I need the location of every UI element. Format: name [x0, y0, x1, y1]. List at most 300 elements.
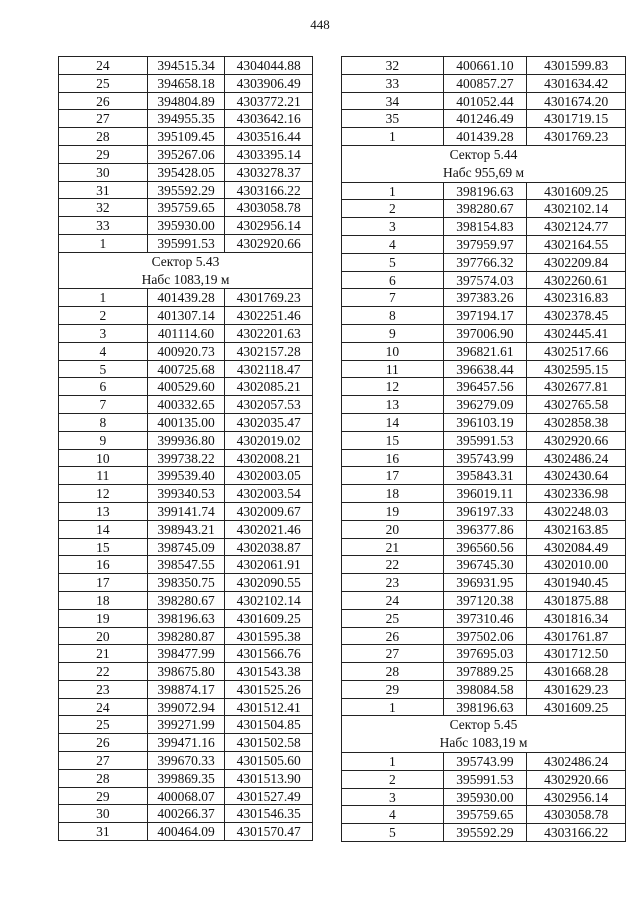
table-row [59, 146, 313, 164]
x-coordinate-cell: 396457.56 [444, 378, 528, 396]
point-number-cell: 17 [342, 467, 444, 485]
table-row [342, 521, 626, 539]
point-number-cell: 28 [342, 663, 444, 681]
y-coordinate-cell: 4301505.60 [225, 752, 313, 770]
x-coordinate-cell: 400266.37 [148, 805, 226, 823]
table-row [59, 57, 313, 75]
y-coordinate-cell: 4302090.55 [225, 574, 313, 592]
point-number-cell: 12 [342, 378, 444, 396]
table-row [59, 432, 313, 450]
point-number-cell: 6 [342, 272, 444, 290]
x-coordinate-cell: 395759.65 [444, 806, 528, 824]
table-row [59, 699, 313, 717]
point-number-cell: 33 [59, 217, 148, 235]
point-number-cell: 29 [59, 788, 148, 806]
x-coordinate-cell: 394515.34 [148, 57, 226, 75]
point-number-cell: 30 [59, 805, 148, 823]
point-number-cell: 5 [342, 824, 444, 842]
right-rows-c [342, 753, 626, 842]
point-number-cell: 3 [342, 789, 444, 807]
point-number-cell: 7 [59, 396, 148, 414]
point-number-cell: 9 [342, 325, 444, 343]
x-coordinate-cell: 398196.63 [444, 699, 528, 717]
x-coordinate-cell: 398154.83 [444, 218, 528, 236]
x-coordinate-cell: 395991.53 [148, 235, 226, 253]
sector-subtitle: Набс 1083,19 м [141, 271, 230, 287]
point-number-cell: 11 [342, 361, 444, 379]
x-coordinate-cell: 394658.18 [148, 75, 226, 93]
y-coordinate-cell: 4302019.02 [225, 432, 313, 450]
point-number-cell: 24 [59, 57, 148, 75]
sector-heading-5-43 [59, 253, 313, 290]
point-number-cell: 26 [342, 628, 444, 646]
point-number-cell: 27 [59, 752, 148, 770]
table-row [342, 699, 626, 717]
point-number-cell: 4 [342, 236, 444, 254]
point-number-cell: 27 [342, 645, 444, 663]
y-coordinate-cell: 4303166.22 [225, 182, 313, 200]
y-coordinate-cell: 4302486.24 [527, 450, 626, 468]
page-number: 448 [310, 17, 330, 32]
table-row [59, 93, 313, 111]
x-coordinate-cell: 397695.03 [444, 645, 528, 663]
table-row [342, 272, 626, 290]
point-number-cell: 29 [342, 681, 444, 699]
y-coordinate-cell: 4303395.14 [225, 146, 313, 164]
x-coordinate-cell: 397889.25 [444, 663, 528, 681]
table-row [342, 467, 626, 485]
point-number-cell: 22 [342, 556, 444, 574]
y-coordinate-cell: 4301502.58 [225, 734, 313, 752]
table-row [59, 770, 313, 788]
x-coordinate-cell: 395991.53 [444, 771, 528, 789]
point-number-cell: 12 [59, 485, 148, 503]
table-row [342, 414, 626, 432]
y-coordinate-cell: 4302336.98 [527, 485, 626, 503]
table-row [342, 556, 626, 574]
table-row [59, 805, 313, 823]
table-row [342, 539, 626, 557]
y-coordinate-cell: 4301875.88 [527, 592, 626, 610]
x-coordinate-cell: 397766.32 [444, 254, 528, 272]
x-coordinate-cell: 397310.46 [444, 610, 528, 628]
table-row [59, 361, 313, 379]
x-coordinate-cell: 401246.49 [444, 110, 528, 128]
point-number-cell: 28 [59, 128, 148, 146]
x-coordinate-cell: 398943.21 [148, 521, 226, 539]
table-row [342, 289, 626, 307]
sector-title: Сектор 5.43 [151, 253, 220, 269]
y-coordinate-cell: 4301609.25 [527, 183, 626, 201]
x-coordinate-cell: 395759.65 [148, 199, 226, 217]
x-coordinate-cell: 400135.00 [148, 414, 226, 432]
table-row [342, 681, 626, 699]
table-row [342, 485, 626, 503]
x-coordinate-cell: 399738.22 [148, 450, 226, 468]
point-number-cell: 25 [59, 716, 148, 734]
table-row [59, 681, 313, 699]
table-row [59, 343, 313, 361]
point-number-cell: 32 [59, 199, 148, 217]
table-row [342, 396, 626, 414]
table-row [342, 200, 626, 218]
x-coordinate-cell: 397574.03 [444, 272, 528, 290]
y-coordinate-cell: 4302003.05 [225, 467, 313, 485]
table-row [59, 414, 313, 432]
y-coordinate-cell: 4303516.44 [225, 128, 313, 146]
x-coordinate-cell: 401307.14 [148, 307, 226, 325]
table-row [342, 610, 626, 628]
y-coordinate-cell: 4301525.26 [225, 681, 313, 699]
x-coordinate-cell: 394804.89 [148, 93, 226, 111]
y-coordinate-cell: 4302920.66 [225, 235, 313, 253]
point-number-cell: 25 [342, 610, 444, 628]
point-number-cell: 8 [59, 414, 148, 432]
x-coordinate-cell: 397383.26 [444, 289, 528, 307]
table-row [59, 75, 313, 93]
table-row [342, 789, 626, 807]
y-coordinate-cell: 4303278.37 [225, 164, 313, 182]
y-coordinate-cell: 4302084.49 [527, 539, 626, 557]
x-coordinate-cell: 397502.06 [444, 628, 528, 646]
table-row [342, 574, 626, 592]
y-coordinate-cell: 4302157.28 [225, 343, 313, 361]
x-coordinate-cell: 398280.67 [148, 592, 226, 610]
x-coordinate-cell: 399936.80 [148, 432, 226, 450]
y-coordinate-cell: 4301629.23 [527, 681, 626, 699]
table-row [59, 307, 313, 325]
table-row [59, 325, 313, 343]
x-coordinate-cell: 398084.58 [444, 681, 528, 699]
y-coordinate-cell: 4302118.47 [225, 361, 313, 379]
point-number-cell: 20 [342, 521, 444, 539]
x-coordinate-cell: 398477.99 [148, 645, 226, 663]
y-coordinate-cell: 4302102.14 [527, 200, 626, 218]
point-number-cell: 21 [342, 539, 444, 557]
point-number-cell: 1 [342, 699, 444, 717]
point-number-cell: 26 [59, 93, 148, 111]
point-number-cell: 24 [59, 699, 148, 717]
table-row [59, 235, 313, 253]
y-coordinate-cell: 4302021.46 [225, 521, 313, 539]
y-coordinate-cell: 4303642.16 [225, 110, 313, 128]
x-coordinate-cell: 400529.60 [148, 378, 226, 396]
point-number-cell: 21 [59, 645, 148, 663]
y-coordinate-cell: 4302057.53 [225, 396, 313, 414]
y-coordinate-cell: 4301816.34 [527, 610, 626, 628]
x-coordinate-cell: 400661.10 [444, 57, 528, 75]
point-number-cell: 11 [59, 467, 148, 485]
table-row [59, 110, 313, 128]
x-coordinate-cell: 395843.31 [444, 467, 528, 485]
point-number-cell: 4 [342, 806, 444, 824]
point-number-cell: 17 [59, 574, 148, 592]
point-number-cell: 23 [59, 681, 148, 699]
x-coordinate-cell: 399670.33 [148, 752, 226, 770]
x-coordinate-cell: 398280.67 [444, 200, 528, 218]
point-number-cell: 3 [59, 325, 148, 343]
x-coordinate-cell: 396821.61 [444, 343, 528, 361]
point-number-cell: 19 [59, 610, 148, 628]
point-number-cell: 26 [59, 734, 148, 752]
x-coordinate-cell: 395743.99 [444, 753, 528, 771]
y-coordinate-cell: 4303772.21 [225, 93, 313, 111]
point-number-cell: 30 [59, 164, 148, 182]
right-rows-a [342, 57, 626, 146]
x-coordinate-cell: 395428.05 [148, 164, 226, 182]
y-coordinate-cell: 4302035.47 [225, 414, 313, 432]
y-coordinate-cell: 4303906.49 [225, 75, 313, 93]
point-number-cell: 2 [342, 771, 444, 789]
x-coordinate-cell: 396377.86 [444, 521, 528, 539]
y-coordinate-cell: 4303166.22 [527, 824, 626, 842]
y-coordinate-cell: 4302209.84 [527, 254, 626, 272]
sector-title: Сектор 5.44 [449, 146, 518, 162]
y-coordinate-cell: 4302956.14 [527, 789, 626, 807]
table-row [342, 75, 626, 93]
y-coordinate-cell: 4301769.23 [225, 289, 313, 307]
x-coordinate-cell: 396279.09 [444, 396, 528, 414]
x-coordinate-cell: 395592.29 [148, 182, 226, 200]
y-coordinate-cell: 4302765.58 [527, 396, 626, 414]
x-coordinate-cell: 399869.35 [148, 770, 226, 788]
point-number-cell: 3 [342, 218, 444, 236]
point-number-cell: 27 [59, 110, 148, 128]
y-coordinate-cell: 4301609.25 [527, 699, 626, 717]
x-coordinate-cell: 398280.87 [148, 628, 226, 646]
x-coordinate-cell: 396560.56 [444, 539, 528, 557]
table-row [342, 254, 626, 272]
x-coordinate-cell: 399471.16 [148, 734, 226, 752]
point-number-cell: 20 [59, 628, 148, 646]
point-number-cell: 14 [59, 521, 148, 539]
y-coordinate-cell: 4301599.83 [527, 57, 626, 75]
point-number-cell: 33 [342, 75, 444, 93]
x-coordinate-cell: 400332.65 [148, 396, 226, 414]
x-coordinate-cell: 398196.63 [444, 183, 528, 201]
y-coordinate-cell: 4302920.66 [527, 771, 626, 789]
table-row [59, 734, 313, 752]
point-number-cell: 32 [342, 57, 444, 75]
x-coordinate-cell: 395267.06 [148, 146, 226, 164]
table-row [59, 128, 313, 146]
x-coordinate-cell: 397006.90 [444, 325, 528, 343]
y-coordinate-cell: 4301543.38 [225, 663, 313, 681]
y-coordinate-cell: 4301609.25 [225, 610, 313, 628]
y-coordinate-cell: 4302858.38 [527, 414, 626, 432]
x-coordinate-cell: 401439.28 [444, 128, 528, 146]
x-coordinate-cell: 400464.09 [148, 823, 226, 841]
y-coordinate-cell: 4302251.46 [225, 307, 313, 325]
y-coordinate-cell: 4301674.20 [527, 93, 626, 111]
point-number-cell: 2 [342, 200, 444, 218]
y-coordinate-cell: 4301570.47 [225, 823, 313, 841]
y-coordinate-cell: 4302102.14 [225, 592, 313, 610]
left-rows-a [59, 57, 313, 253]
x-coordinate-cell: 400725.68 [148, 361, 226, 379]
point-number-cell: 16 [59, 556, 148, 574]
point-number-cell: 14 [342, 414, 444, 432]
table-row [59, 823, 313, 841]
table-row [342, 645, 626, 663]
right-table [341, 56, 626, 842]
point-number-cell: 5 [342, 254, 444, 272]
right-rows-b [342, 183, 626, 717]
y-coordinate-cell: 4302920.66 [527, 432, 626, 450]
table-row [59, 752, 313, 770]
y-coordinate-cell: 4302164.55 [527, 236, 626, 254]
table-row [342, 307, 626, 325]
table-row [342, 771, 626, 789]
point-number-cell: 22 [59, 663, 148, 681]
table-row [59, 592, 313, 610]
x-coordinate-cell: 399141.74 [148, 503, 226, 521]
x-coordinate-cell: 399539.40 [148, 467, 226, 485]
table-row [59, 199, 313, 217]
x-coordinate-cell: 395930.00 [148, 217, 226, 235]
x-coordinate-cell: 400068.07 [148, 788, 226, 806]
table-row [59, 610, 313, 628]
y-coordinate-cell: 4302201.63 [225, 325, 313, 343]
table-row [342, 806, 626, 824]
x-coordinate-cell: 396019.11 [444, 485, 528, 503]
x-coordinate-cell: 398547.55 [148, 556, 226, 574]
sector-title: Сектор 5.45 [449, 717, 518, 733]
y-coordinate-cell: 4301566.76 [225, 645, 313, 663]
table-row [342, 236, 626, 254]
point-number-cell: 4 [59, 343, 148, 361]
table-row [342, 628, 626, 646]
sector-subtitle: Набс 1083,19 м [439, 735, 528, 751]
x-coordinate-cell: 395930.00 [444, 789, 528, 807]
point-number-cell: 13 [342, 396, 444, 414]
point-number-cell: 13 [59, 503, 148, 521]
left-coordinate-table [58, 56, 313, 841]
y-coordinate-cell: 4302085.21 [225, 378, 313, 396]
table-row [59, 628, 313, 646]
y-coordinate-cell: 4301668.28 [527, 663, 626, 681]
x-coordinate-cell: 400857.27 [444, 75, 528, 93]
y-coordinate-cell: 4302378.45 [527, 307, 626, 325]
x-coordinate-cell: 396103.19 [444, 414, 528, 432]
table-row [342, 663, 626, 681]
point-number-cell: 18 [342, 485, 444, 503]
x-coordinate-cell: 395743.99 [444, 450, 528, 468]
x-coordinate-cell: 396931.95 [444, 574, 528, 592]
y-coordinate-cell: 4301712.50 [527, 645, 626, 663]
y-coordinate-cell: 4302008.21 [225, 450, 313, 468]
table-row [59, 521, 313, 539]
point-number-cell: 7 [342, 289, 444, 307]
sector-heading-5-44 [342, 146, 626, 183]
y-coordinate-cell: 4302163.85 [527, 521, 626, 539]
y-coordinate-cell: 4303058.78 [225, 199, 313, 217]
table-row [342, 378, 626, 396]
table-row [59, 645, 313, 663]
y-coordinate-cell: 4301634.42 [527, 75, 626, 93]
point-number-cell: 1 [59, 289, 148, 307]
x-coordinate-cell: 395592.29 [444, 824, 528, 842]
y-coordinate-cell: 4301761.87 [527, 628, 626, 646]
table-row [342, 183, 626, 201]
table-row [342, 753, 626, 771]
x-coordinate-cell: 401052.44 [444, 93, 528, 111]
x-coordinate-cell: 397194.17 [444, 307, 528, 325]
y-coordinate-cell: 4302124.77 [527, 218, 626, 236]
point-number-cell: 19 [342, 503, 444, 521]
y-coordinate-cell: 4302677.81 [527, 378, 626, 396]
table-row [342, 93, 626, 111]
y-coordinate-cell: 4301512.41 [225, 699, 313, 717]
point-number-cell: 10 [59, 450, 148, 468]
table-row [59, 556, 313, 574]
point-number-cell: 8 [342, 307, 444, 325]
table-row [342, 325, 626, 343]
y-coordinate-cell: 4302486.24 [527, 753, 626, 771]
y-coordinate-cell: 4302003.54 [225, 485, 313, 503]
y-coordinate-cell: 4301527.49 [225, 788, 313, 806]
table-row [59, 217, 313, 235]
point-number-cell: 35 [342, 110, 444, 128]
y-coordinate-cell: 4302956.14 [225, 217, 313, 235]
table-row [342, 503, 626, 521]
table-row [59, 539, 313, 557]
table-row [59, 485, 313, 503]
table-row [59, 574, 313, 592]
x-coordinate-cell: 400920.73 [148, 343, 226, 361]
x-coordinate-cell: 401439.28 [148, 289, 226, 307]
table-row [59, 396, 313, 414]
point-number-cell: 1 [342, 753, 444, 771]
x-coordinate-cell: 397959.97 [444, 236, 528, 254]
point-number-cell: 2 [59, 307, 148, 325]
point-number-cell: 10 [342, 343, 444, 361]
table-row [342, 824, 626, 842]
x-coordinate-cell: 398675.80 [148, 663, 226, 681]
x-coordinate-cell: 399072.94 [148, 699, 226, 717]
point-number-cell: 31 [59, 182, 148, 200]
point-number-cell: 1 [342, 128, 444, 146]
table-row [342, 128, 626, 146]
y-coordinate-cell: 4302009.67 [225, 503, 313, 521]
table-row [342, 57, 626, 75]
left-table [58, 56, 313, 841]
point-number-cell: 29 [59, 146, 148, 164]
table-row [342, 343, 626, 361]
point-number-cell: 31 [59, 823, 148, 841]
point-number-cell: 18 [59, 592, 148, 610]
y-coordinate-cell: 4302517.66 [527, 343, 626, 361]
point-number-cell: 6 [59, 378, 148, 396]
x-coordinate-cell: 398745.09 [148, 539, 226, 557]
y-coordinate-cell: 4302248.03 [527, 503, 626, 521]
y-coordinate-cell: 4301513.90 [225, 770, 313, 788]
table-row [59, 467, 313, 485]
x-coordinate-cell: 401114.60 [148, 325, 226, 343]
point-number-cell: 16 [342, 450, 444, 468]
y-coordinate-cell: 4301769.23 [527, 128, 626, 146]
point-number-cell: 5 [59, 361, 148, 379]
x-coordinate-cell: 394955.35 [148, 110, 226, 128]
x-coordinate-cell: 396197.33 [444, 503, 528, 521]
x-coordinate-cell: 399340.53 [148, 485, 226, 503]
table-row [59, 663, 313, 681]
y-coordinate-cell: 4301546.35 [225, 805, 313, 823]
table-row [342, 450, 626, 468]
x-coordinate-cell: 395109.45 [148, 128, 226, 146]
left-rows-b [59, 289, 313, 841]
table-row [59, 788, 313, 806]
